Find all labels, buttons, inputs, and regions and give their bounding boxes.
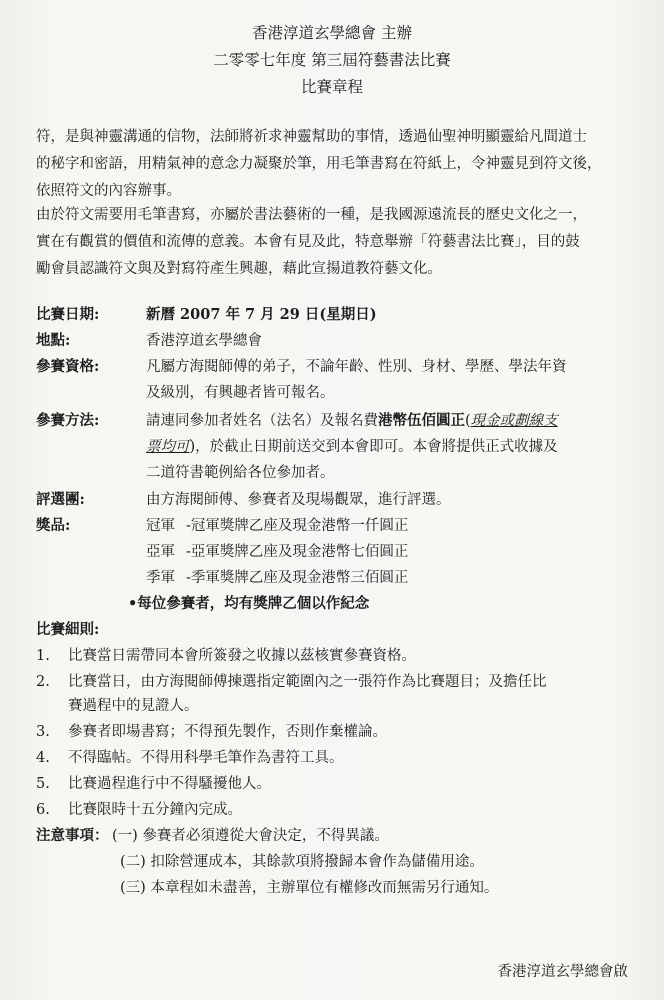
place-label: 地點: [36, 332, 71, 349]
prize-name: 季軍 [146, 570, 175, 586]
method-paren: ( [465, 413, 471, 429]
intro-line: 由於符文需要用毛筆書寫，亦屬於書法藝術的一種，是我國源遠流長的歷史文化之一， [36, 207, 587, 223]
document-title: 比賽章程 [300, 78, 363, 96]
date-value: 新曆 2007 年 7 月 29 日(星期日) [146, 306, 377, 323]
rule-text: 不得臨帖。不得用科學毛筆作為書符工具。 [68, 750, 344, 766]
prize-desc: -季軍獎牌乙座及現金港幣三佰圓正 [186, 570, 409, 586]
rule-text: 比賽過程進行中不得騷擾他人。 [68, 776, 271, 792]
intro-line: 符，是與神靈溝通的信物，法師將祈求神靈幫助的事情，透過仙聖神明顯靈給凡間道士 [36, 129, 587, 145]
rules-title: 比賽細則: [36, 621, 100, 638]
note-item: (一) 參賽者必須遵從大會決定，不得異議。 [112, 828, 389, 844]
intro-line: 實在有觀賞的價值和流傳的意義。本會有見及此，特意舉辦「符藝書法比賽」，目的鼓 [36, 234, 580, 250]
prizes-label: 獎品: [36, 517, 71, 534]
payment-method: 現金或劃線支 [470, 413, 558, 429]
place-value: 香港淳道玄學總會 [146, 333, 262, 349]
method-text: 請連同參加者姓名（法名）及報名費 [146, 413, 378, 429]
intro-paragraph-2 [36, 202, 636, 283]
method-text-2: )，於截止日期前送交到本會即可。本會將提供正式收據及 [189, 439, 558, 455]
rule-number: 3. [36, 724, 50, 740]
fee-amount: 港幣伍佰圓正 [378, 412, 465, 429]
method-line-1 [146, 408, 558, 434]
prize-third [146, 565, 408, 591]
judges-label: 評選團: [36, 491, 85, 508]
rule-text: 參賽者即場書寫；不得預先製作，否則作棄權論。 [68, 724, 387, 740]
rule-number: 4. [36, 750, 50, 766]
intro-line: 的秘字和密語，用精氣神的意念力凝聚於筆，用毛筆書寫在符紙上，令神靈見到符文後， [36, 156, 602, 172]
prize-desc: -冠軍獎牌乙座及現金港幣一仟圓正 [186, 518, 409, 534]
rule-text: 比賽當日，由方海閱師傅揀選指定範圍內之一張符作為比賽題目；及擔任比 [68, 674, 547, 690]
eligibility-line-2: 及級別，有興趣者皆可報名。 [146, 385, 335, 401]
payment-method-cont: 票均可 [146, 439, 190, 455]
rule-number: 2. [36, 674, 50, 690]
judges-value: 由方海閱師傅、參賽者及現場觀眾，進行評選。 [146, 492, 451, 508]
competition-title: 二零零七年度 第三屆符藝書法比賽 [213, 51, 451, 69]
prize-desc: -亞軍獎牌乙座及現金港幣七佰圓正 [186, 544, 409, 560]
eligibility-line-1: 凡屬方海閱師傅的弟子，不論年齡、性別、身材、學歷、學法年資 [146, 359, 567, 375]
intro-line: 勵會員認識符文與及對寫符產生興趣，藉此宣揚道教符藝文化。 [36, 261, 442, 277]
method-label: 參賽方法: [36, 412, 100, 429]
rule-text-cont: 賽過程中的見證人。 [68, 698, 199, 714]
note-item: (三) 本章程如未盡善，主辦單位有權修改而無需另行通知。 [120, 880, 499, 896]
organizer-line: 香港淳道玄學總會 主辦 [252, 24, 412, 42]
rule-number: 1. [36, 648, 50, 664]
souvenir-row [128, 591, 369, 617]
rule-text: 比賽限時十五分鐘內完成。 [68, 802, 242, 818]
eligibility-label: 參賽資格: [36, 358, 100, 375]
souvenir-note: •每位參賽者，均有獎牌乙個以作紀念 [128, 595, 370, 612]
intro-line: 依照符文的內容辦事。 [36, 183, 181, 199]
prize-name: 冠軍 [146, 518, 175, 534]
method-line-3: 二道符書範例給各位參加者。 [146, 465, 335, 481]
rule-number: 5. [36, 776, 50, 792]
document-header [0, 20, 664, 101]
method-line-2 [146, 434, 558, 460]
signature: 香港淳道玄學總會啟 [497, 964, 628, 980]
date-label: 比賽日期: [36, 306, 100, 323]
notes-label: 注意事項： [36, 827, 109, 844]
prize-first [146, 513, 408, 539]
prize-name: 亞軍 [146, 544, 175, 560]
rule-text: 比賽當日需帶同本會所簽發之收據以茲核實參賽資格。 [68, 648, 416, 664]
note-item: (二) 扣除營運成本，其餘款項將撥歸本會作為儲備用途。 [120, 854, 484, 870]
intro-paragraph-1 [36, 124, 636, 205]
rule-number: 6. [36, 802, 50, 818]
prize-second [146, 539, 408, 565]
